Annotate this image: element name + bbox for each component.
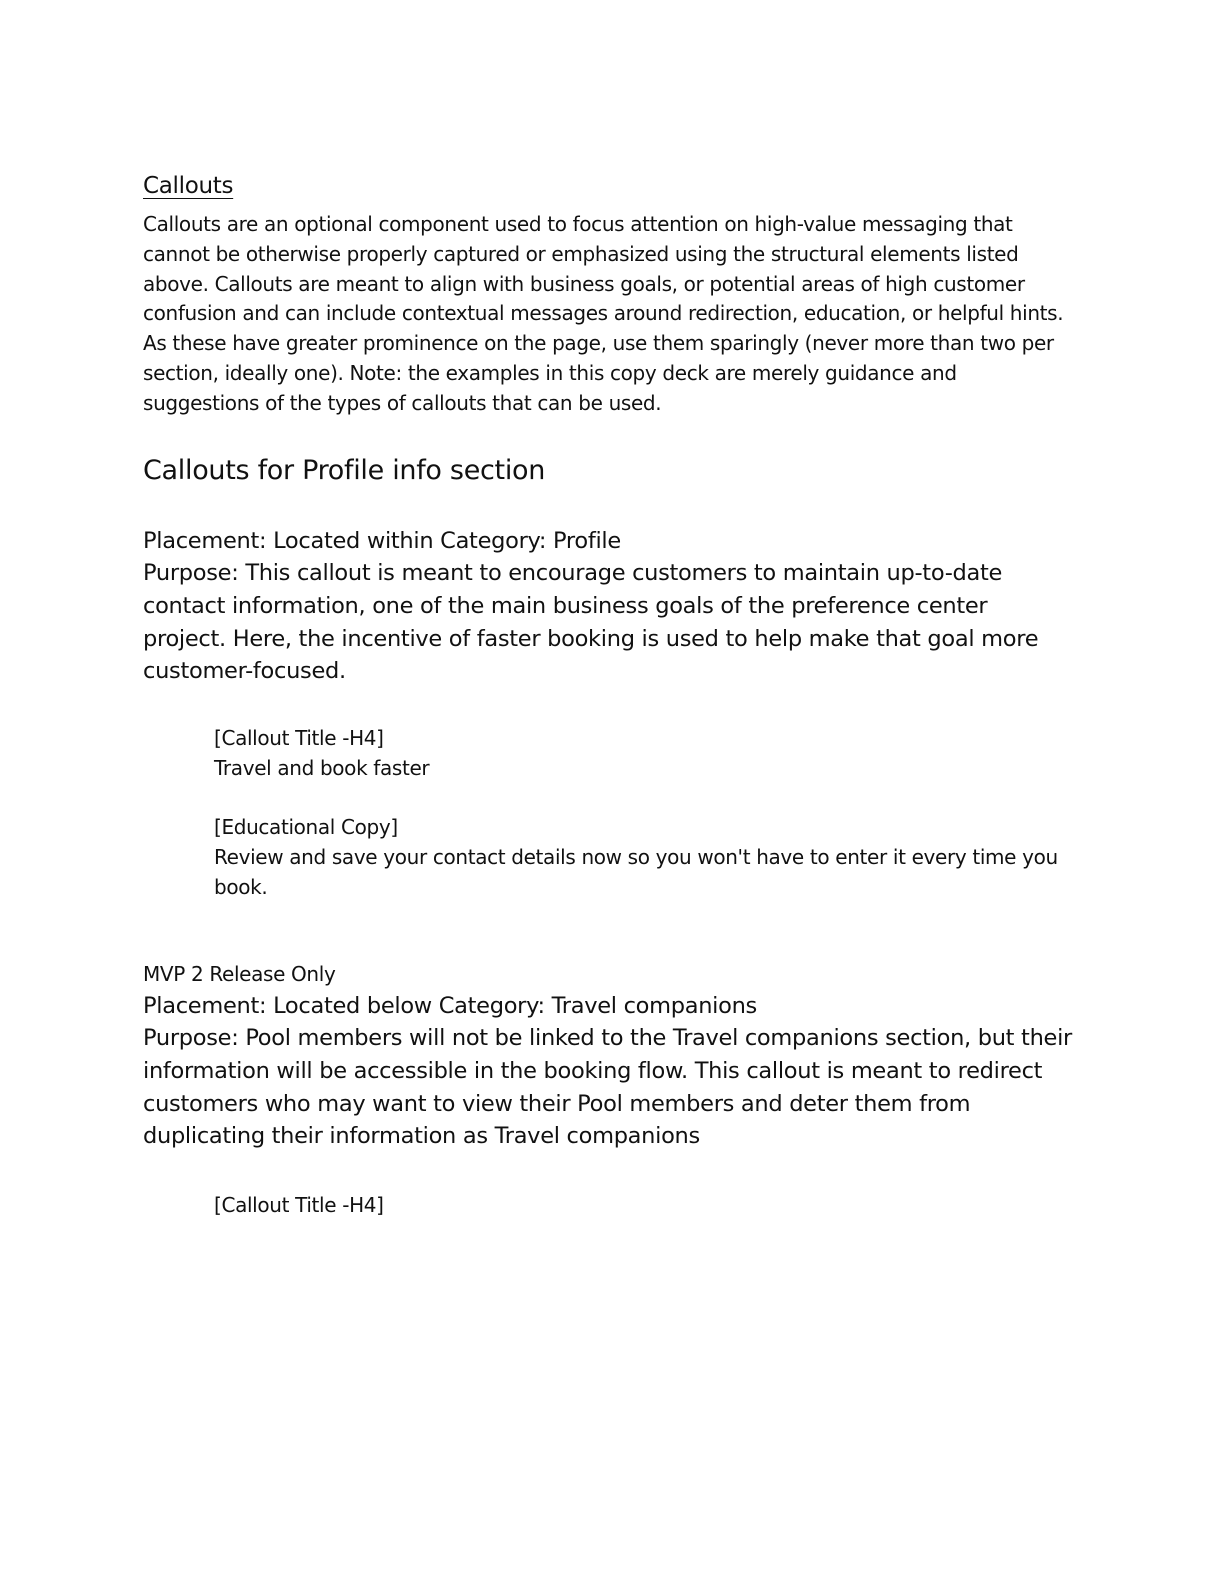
profile-placement: Placement: Located within Category: Profile — [143, 527, 621, 554]
profile-meta — [143, 525, 1073, 689]
document-page — [143, 170, 1073, 1221]
educational-copy-label: [Educational Copy] — [214, 815, 398, 840]
profile-callout — [214, 724, 1073, 903]
mvp-release-note: MVP 2 Release Only — [143, 961, 336, 986]
educational-copy: Review and save your contact details now so you won't have to enter it every time you book. — [214, 845, 1058, 900]
callout-title-label: [Callout Title -H4] — [214, 1193, 384, 1218]
callout-title-label: [Callout Title -H4] — [214, 726, 384, 751]
spacer — [214, 784, 1073, 814]
profile-section-title: Callouts for Profile info section — [143, 454, 546, 486]
mvp-placement: Placement: Located below Category: Travel companions — [143, 992, 757, 1019]
callout-title: Travel and book faster — [214, 755, 430, 780]
profile-purpose: Purpose: This callout is meant to encourage customers to maintain up-to-date contact information, one of the main business goals of the preference center project. Here, the incentive of faster booking is used to help make that goal more customer-focused. — [143, 560, 1039, 685]
callouts-heading: Callouts — [143, 173, 234, 199]
mvp-callout — [214, 1191, 1073, 1221]
mvp-purpose: Purpose: Pool members will not be linked to the Travel companions section, but their information will be accessible in the booking flow. This callout is meant to redirect customers who may want to view their Pool members and deter them from duplicating their information as Travel companions — [143, 1025, 1072, 1150]
callouts-intro: Callouts are an optional component used to focus attention on high-value messaging that cannot be otherwise properly captured or emphasized using the structural elements listed above. Callouts are meant to align with business goals, or potential areas of high customer confusion and can include contextual messages around redirection, education, or helpful hints. As these have greater prominence on the page, use them sparingly (never more than two per section, ideally one). Note: the examples in this copy deck are merely guidance and suggestions of the types of callouts that can be used. — [143, 212, 1064, 415]
